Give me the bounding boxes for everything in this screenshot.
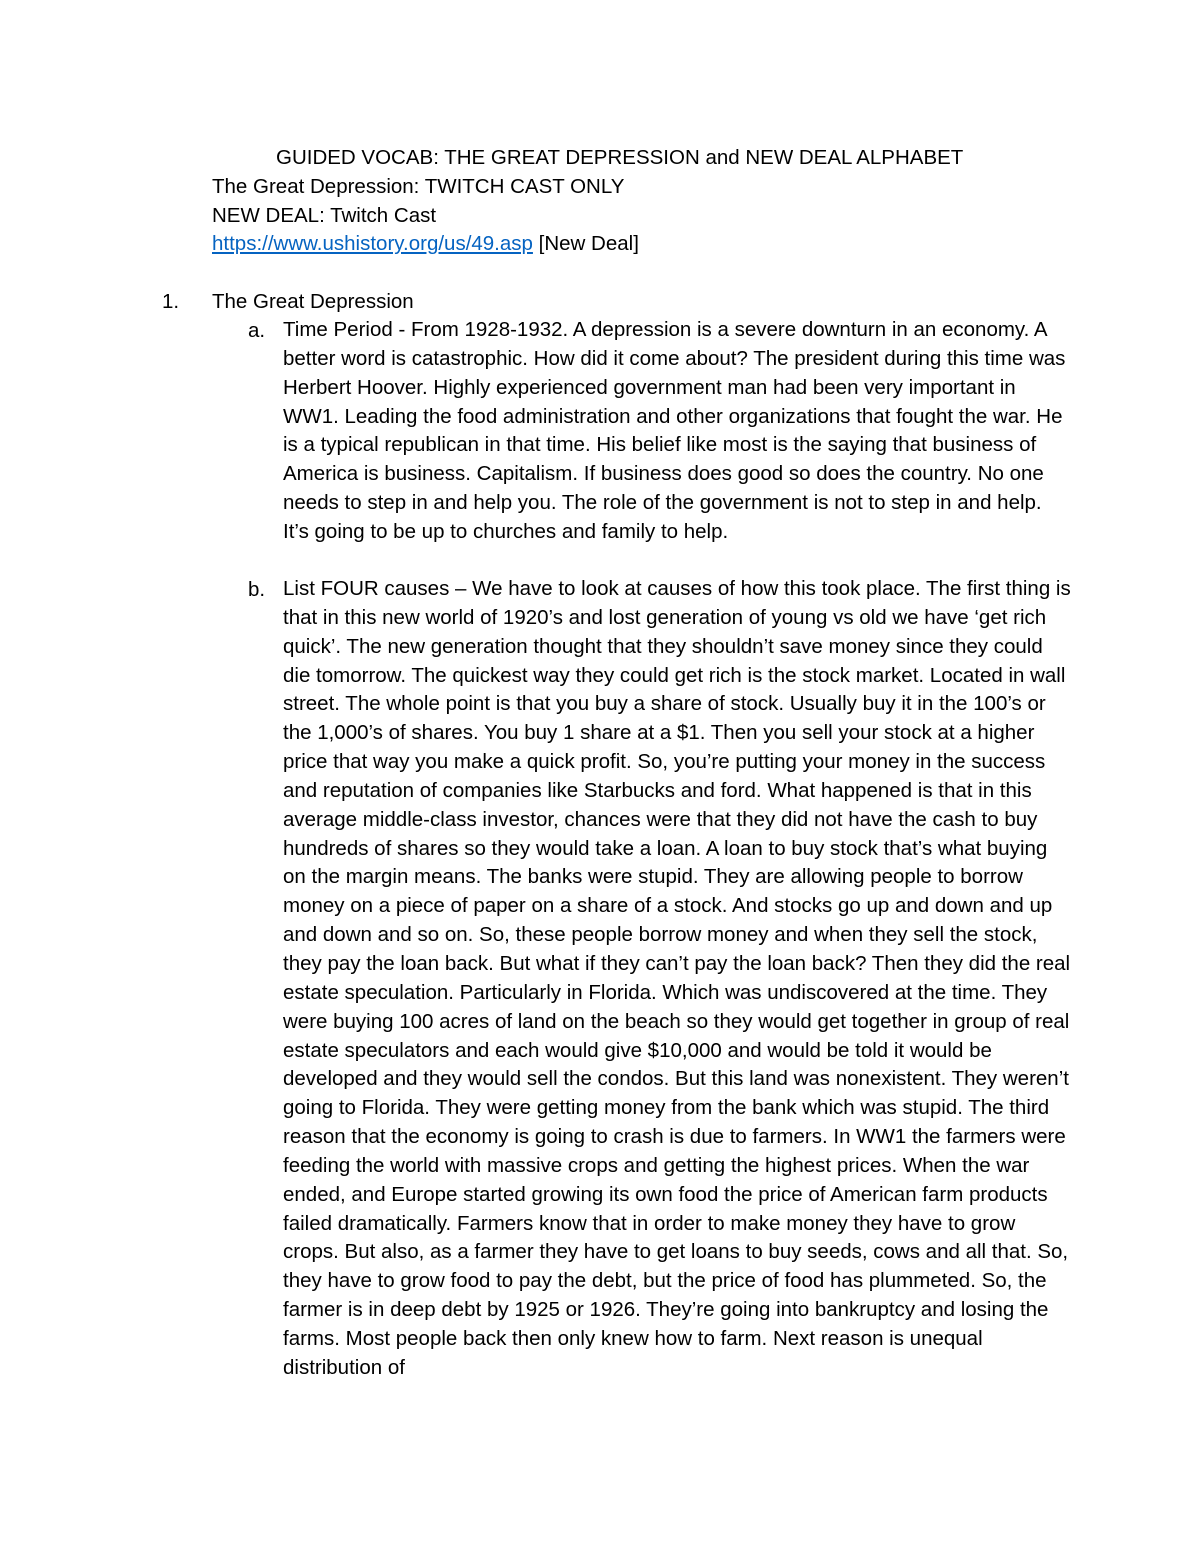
- ushistory-link[interactable]: https://www.ushistory.org/us/49.asp: [212, 232, 533, 255]
- sub-item-a-letter: a.: [248, 319, 266, 342]
- sub-item-b-letter: b.: [248, 578, 266, 601]
- sub-item-b-text: List FOUR causes – We have to look at causes of how this took place. The first thing is that in this new world of 1920’s and lost generation of young vs old we have ‘get rich quick’. The new generation thought that they shouldn’t save money since they could die tomorrow. The quickest way they could get rich is the stock market. Located in wall street. The whole point is that you buy a share of stock. Usually buy it in the 100’s or the 1,000’s of shares. You buy 1 share at a $1. Then you sell your stock at a higher price that way you make a quick profit. So, you’re putting your money in the success and reputation of companies like Starbucks and ford. What happened is that in this average middle-class investor, chances were that they did not have the cash to buy hundreds of shares so they would take a loan. A loan to buy stock that’s what buying on the margin means. The banks were stupid. They are allowing people to borrow money on a piece of paper on a share of a stock. And stocks go up and down and up and down and so on. So, these people borrow money and when they sell the stock, they pay the loan back. But what if they can’t pay the loan back? Then they did the real estate speculation. Particularly in Florida. Which was undiscovered at the time. They were buying 100 acres of land on the beach so they would get together in group of real estate speculators and each would give $10,000 and would be told it would be developed and they would sell the condos. But this land was nonexistent. They weren’t going to Florida. They were getting money from the bank which was stupid. The third reason that the economy is going to crash is due to farmers. In WW1 the farmers were feeding the world with massive crops and getting the highest prices. When the war ended, and Europe started growing its own food the price of American farm products failed dramatically. Farmers know that in order to make money they have to grow crops. But also, as a farmer they have to get loans to buy seeds, cows and all that. So, they have to grow food to pay the debt, but the price of food has plummeted. So, the farmer is in deep debt by 1925 or 1926. They’re going into bankruptcy and losing the farms. Most people back then only knew how to farm. Next reason is unequal distribution of: [283, 577, 1071, 1379]
- list-item-number: 1.: [162, 290, 180, 313]
- new-deal-source-line: NEW DEAL: Twitch Cast: [212, 204, 437, 227]
- document-title: GUIDED VOCAB: THE GREAT DEPRESSION and NEW DEAL ALPHABET: [276, 146, 964, 169]
- link-suffix: [New Deal]: [532, 232, 639, 255]
- sub-item-a-text: Time Period - From 1928-1932. A depression is a severe downturn in an economy. A better word is catastrophic. How did it come about? The president during this time was Herbert Hoover. Highly experienced government man had been very important in WW1. Leading the food administration and other organizations that fought the war. He is a typical republican in that time. His belief like most is the saying that business of America is business. Capitalism. If business does good so does the country. No one needs to step in and help you. The role of the government is not to step in and help. It’s going to be up to churches and family to help.: [283, 318, 1066, 543]
- list-item-title: The Great Depression: [212, 290, 414, 313]
- ushistory-link-line: [212, 230, 639, 258]
- great-depression-source-line: The Great Depression: TWITCH CAST ONLY: [212, 175, 625, 198]
